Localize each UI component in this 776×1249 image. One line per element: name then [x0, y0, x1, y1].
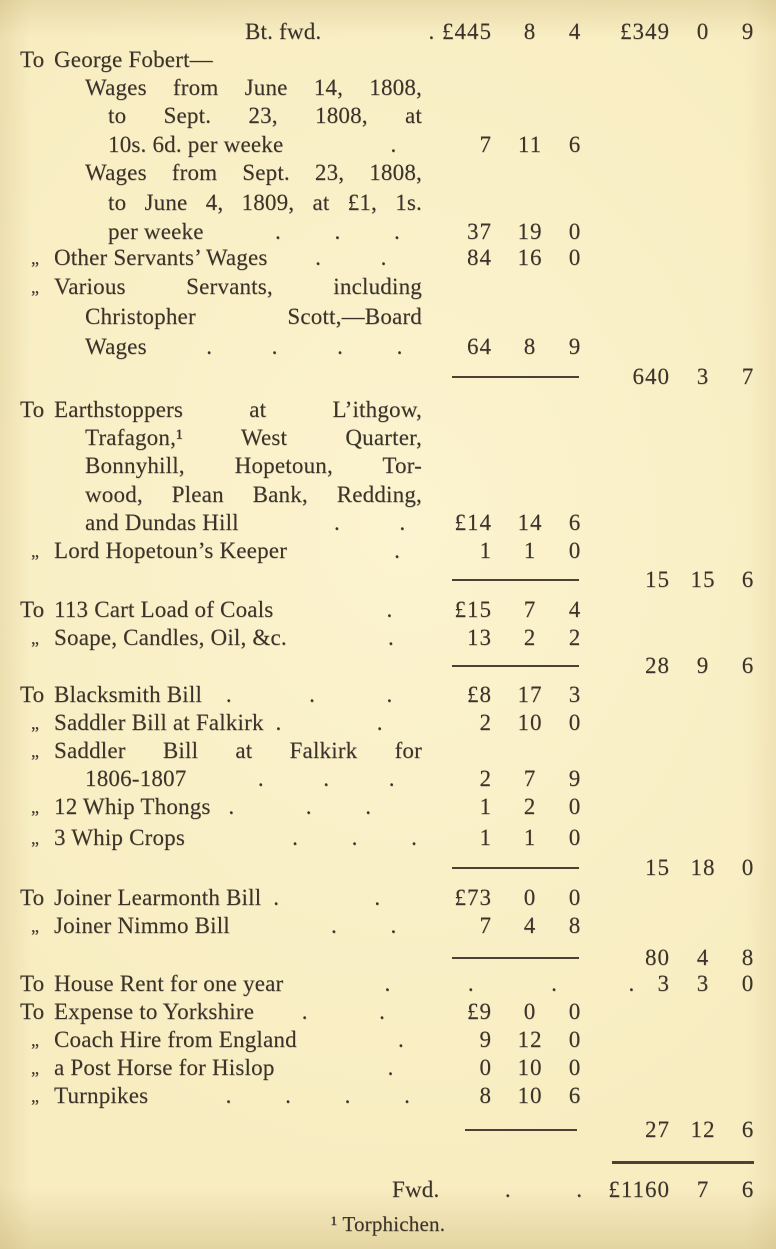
row-prefix: To: [20, 47, 45, 72]
inner-shillings: 1: [523, 538, 537, 563]
inner-pounds: £8: [467, 682, 492, 707]
ditto-mark: „: [31, 1058, 40, 1078]
outer-shillings: 7: [696, 1177, 710, 1202]
row-description: 113 Cart Load of Coals .: [54, 597, 393, 622]
outer-shillings: 12: [690, 1117, 716, 1142]
row-description: to Sept. 23, 1808, at: [108, 103, 422, 128]
row-description: Expense to Yorkshire . .: [54, 999, 386, 1024]
ledger-row: [0, 1082, 776, 1110]
ledger-row: [0, 363, 776, 391]
inner-pounds: 1: [479, 538, 492, 563]
ledger-row: [0, 102, 776, 130]
outer-pounds: 15: [645, 567, 670, 592]
row-description: Earthstoppers at L’ithgow,: [54, 397, 422, 422]
inner-pence: 0: [568, 1055, 582, 1080]
footnote: ¹ Torphichen.: [330, 1212, 446, 1236]
inner-pounds: 13: [467, 625, 492, 650]
outer-shillings: 4: [696, 945, 710, 970]
outer-pence: 7: [741, 364, 755, 389]
ditto-mark: „: [31, 713, 40, 733]
ledger-row: [0, 424, 776, 452]
inner-pence: 0: [568, 538, 582, 563]
row-description: Bt. fwd. .: [245, 19, 435, 44]
ledger-row: [0, 709, 776, 737]
outer-pence: 6: [741, 653, 755, 678]
ditto-mark: „: [31, 741, 40, 761]
inner-shillings: 8: [523, 334, 537, 359]
inner-pounds: £73: [454, 885, 492, 910]
inner-pence: 9: [568, 334, 582, 359]
ledger-row: [0, 74, 776, 102]
ledger-row: [0, 737, 776, 765]
inner-pence: 0: [568, 1027, 582, 1052]
inner-shillings: 4: [523, 913, 537, 938]
row-description: Wages from June 14, 1808,: [85, 75, 422, 100]
row-description: 1806-1807 . . .: [85, 766, 395, 791]
inner-pence: 4: [568, 19, 582, 44]
row-description: House Rent for one year . . . .: [54, 971, 635, 996]
row-description: Saddler Bill at Falkirk for: [54, 738, 422, 763]
inner-pounds: 0: [479, 1055, 492, 1080]
sum-rule: [465, 1129, 577, 1131]
ledger-row: [0, 481, 776, 509]
outer-pence: 6: [741, 567, 755, 592]
inner-pounds: 84: [467, 245, 492, 270]
inner-shillings: 0: [523, 885, 537, 910]
row-description: 12 Whip Thongs . . .: [54, 794, 372, 819]
ledger-row: [0, 509, 776, 537]
inner-pounds: 1: [479, 825, 492, 850]
row-description: Turnpikes . . . .: [54, 1083, 411, 1108]
ditto-mark: „: [31, 797, 40, 817]
ledger-row: [0, 159, 776, 187]
inner-shillings: 10: [517, 710, 543, 735]
inner-shillings: 8: [523, 19, 537, 44]
row-description: Joiner Learmonth Bill . .: [54, 885, 381, 910]
row-description: 10s. 6d. per weeke .: [108, 132, 397, 157]
ditto-mark: „: [31, 541, 40, 561]
inner-pounds: 7: [479, 913, 492, 938]
row-prefix: To: [20, 885, 45, 910]
outer-pounds: 3: [657, 971, 670, 996]
inner-pounds: 64: [467, 334, 492, 359]
ledger-row: [0, 681, 776, 709]
row-description: Christopher Scott,—Board: [85, 304, 422, 329]
inner-pence: 9: [568, 766, 582, 791]
outer-shillings: 9: [696, 653, 710, 678]
inner-shillings: 1: [523, 825, 537, 850]
inner-pence: 3: [568, 682, 582, 707]
inner-shillings: 14: [517, 510, 543, 535]
inner-pence: 8: [568, 913, 582, 938]
row-description: Wages from Sept. 23, 1808,: [85, 160, 422, 185]
inner-pence: 0: [568, 710, 582, 735]
outer-pence: 6: [741, 1177, 755, 1202]
inner-shillings: 16: [517, 245, 543, 270]
row-description: Blacksmith Bill . . .: [54, 682, 393, 707]
ledger-row: [0, 1176, 776, 1204]
outer-shillings: 0: [696, 19, 710, 44]
row-description: per weeke . . .: [108, 219, 401, 244]
ditto-mark: „: [31, 248, 40, 268]
sum-rule: [452, 957, 579, 959]
row-description: 3 Whip Crops . . .: [54, 825, 418, 850]
outer-pounds: 27: [645, 1117, 670, 1142]
row-description: Other Servants’ Wages . .: [54, 245, 387, 270]
sum-rule: [452, 579, 579, 581]
inner-shillings: 0: [523, 999, 537, 1024]
row-description: Soape, Candles, Oil, &c. .: [54, 625, 394, 650]
ledger-row: [0, 765, 776, 793]
row-description: wood, Plean Bank, Redding,: [85, 482, 422, 507]
row-description: Trafagon,¹ West Quarter,: [85, 425, 422, 450]
ledger-row: [0, 131, 776, 159]
inner-pounds: 8: [479, 1083, 492, 1108]
ledger-row: [0, 273, 776, 301]
outer-shillings: 3: [696, 971, 710, 996]
sum-rule: [452, 665, 579, 667]
row-prefix: To: [20, 597, 45, 622]
total-rule: [612, 1161, 754, 1164]
row-description: to June 4, 1809, at £1, 1s.: [108, 190, 422, 215]
inner-shillings: 11: [517, 132, 543, 157]
ledger-row: [0, 970, 776, 998]
ledger-row: [0, 596, 776, 624]
row-prefix: To: [20, 682, 45, 707]
inner-pence: 6: [568, 1083, 582, 1108]
outer-pence: 0: [741, 855, 755, 880]
ditto-mark: „: [31, 628, 40, 648]
ledger-row: [0, 46, 776, 74]
outer-pounds: 15: [645, 855, 670, 880]
ditto-mark: „: [31, 277, 40, 297]
outer-pounds: 640: [632, 364, 670, 389]
ledger-row: [0, 1116, 776, 1144]
ledger-row: [0, 537, 776, 565]
ledger-row: [0, 854, 776, 882]
outer-shillings: 3: [696, 364, 710, 389]
inner-pence: 0: [568, 794, 582, 819]
row-prefix: To: [20, 397, 45, 422]
outer-pounds: 28: [645, 653, 670, 678]
outer-shillings: 15: [690, 567, 716, 592]
inner-pounds: 2: [479, 710, 492, 735]
inner-pounds: 7: [479, 132, 492, 157]
inner-shillings: 10: [517, 1055, 543, 1080]
ledger-row: [0, 1054, 776, 1082]
ledger-row: [0, 1148, 776, 1176]
outer-pence: 9: [741, 19, 755, 44]
inner-shillings: 2: [523, 794, 537, 819]
ledger-row: [0, 912, 776, 940]
outer-pounds: £349: [620, 19, 670, 44]
inner-pence: 6: [568, 510, 582, 535]
row-description: Bonnyhill, Hopetoun, Tor-: [85, 453, 422, 478]
outer-pence: 8: [741, 945, 755, 970]
ditto-mark: „: [31, 916, 40, 936]
ledger-row: [0, 1026, 776, 1054]
inner-shillings: 7: [523, 597, 537, 622]
inner-pence: 4: [568, 597, 582, 622]
inner-pence: 0: [568, 245, 582, 270]
inner-pounds: 1: [479, 794, 492, 819]
sum-rule: [452, 376, 579, 378]
ledger-row: [0, 566, 776, 594]
row-prefix: To: [20, 999, 45, 1024]
outer-shillings: 18: [690, 855, 716, 880]
outer-pounds: 80: [645, 945, 670, 970]
ledger-row: [0, 333, 776, 361]
inner-shillings: 7: [523, 766, 537, 791]
inner-pounds: 9: [479, 1027, 492, 1052]
ditto-mark: „: [31, 1086, 40, 1106]
inner-shillings: 12: [517, 1027, 543, 1052]
row-description: and Dundas Hill . .: [85, 510, 406, 535]
inner-pence: 2: [568, 625, 582, 650]
ditto-mark: „: [31, 1030, 40, 1050]
ledger-row: [0, 793, 776, 821]
row-description: Various Servants, including: [54, 274, 422, 299]
sum-rule: [452, 867, 579, 869]
inner-pence: 6: [568, 132, 582, 157]
ledger-row: [0, 18, 776, 46]
ledger-row: [0, 652, 776, 680]
row-description: Joiner Nimmo Bill . .: [54, 913, 397, 938]
inner-pounds: 37: [467, 219, 492, 244]
inner-pounds: £9: [467, 999, 492, 1024]
ledger-row: [0, 944, 776, 972]
outer-pence: 0: [741, 971, 755, 996]
row-description: Wages . . . .: [85, 334, 403, 359]
row-description: George Fobert—: [54, 47, 213, 72]
row-description: a Post Horse for Hislop .: [54, 1055, 394, 1080]
ledger-row: [0, 218, 776, 246]
ledger-row: [0, 998, 776, 1026]
inner-shillings: 17: [517, 682, 543, 707]
ledger-row: [0, 624, 776, 652]
inner-pounds: £14: [454, 510, 492, 535]
ledger-row: [0, 452, 776, 480]
ditto-mark: „: [31, 828, 40, 848]
inner-pence: 0: [568, 219, 582, 244]
outer-pounds: £1160: [608, 1177, 670, 1202]
outer-pence: 6: [741, 1117, 755, 1142]
inner-pence: 0: [568, 825, 582, 850]
row-description: Coach Hire from England .: [54, 1027, 404, 1052]
inner-shillings: 2: [523, 625, 537, 650]
ledger-row: [0, 189, 776, 217]
carried-forward-label: Fwd. . .: [392, 1177, 583, 1202]
inner-pounds: £445: [442, 19, 492, 44]
row-description: Saddler Bill at Falkirk . .: [54, 710, 383, 735]
inner-pence: 0: [568, 885, 582, 910]
ledger-row: [0, 303, 776, 331]
inner-shillings: 19: [517, 219, 543, 244]
inner-pence: 0: [568, 999, 582, 1024]
row-prefix: To: [20, 971, 45, 996]
row-description: Lord Hopetoun’s Keeper .: [54, 538, 401, 563]
inner-pounds: 2: [479, 766, 492, 791]
ledger-row: [0, 824, 776, 852]
ledger-row: [0, 396, 776, 424]
inner-pounds: £15: [454, 597, 492, 622]
ledger-row: [0, 884, 776, 912]
inner-shillings: 10: [517, 1083, 543, 1108]
ledger-row: [0, 244, 776, 272]
